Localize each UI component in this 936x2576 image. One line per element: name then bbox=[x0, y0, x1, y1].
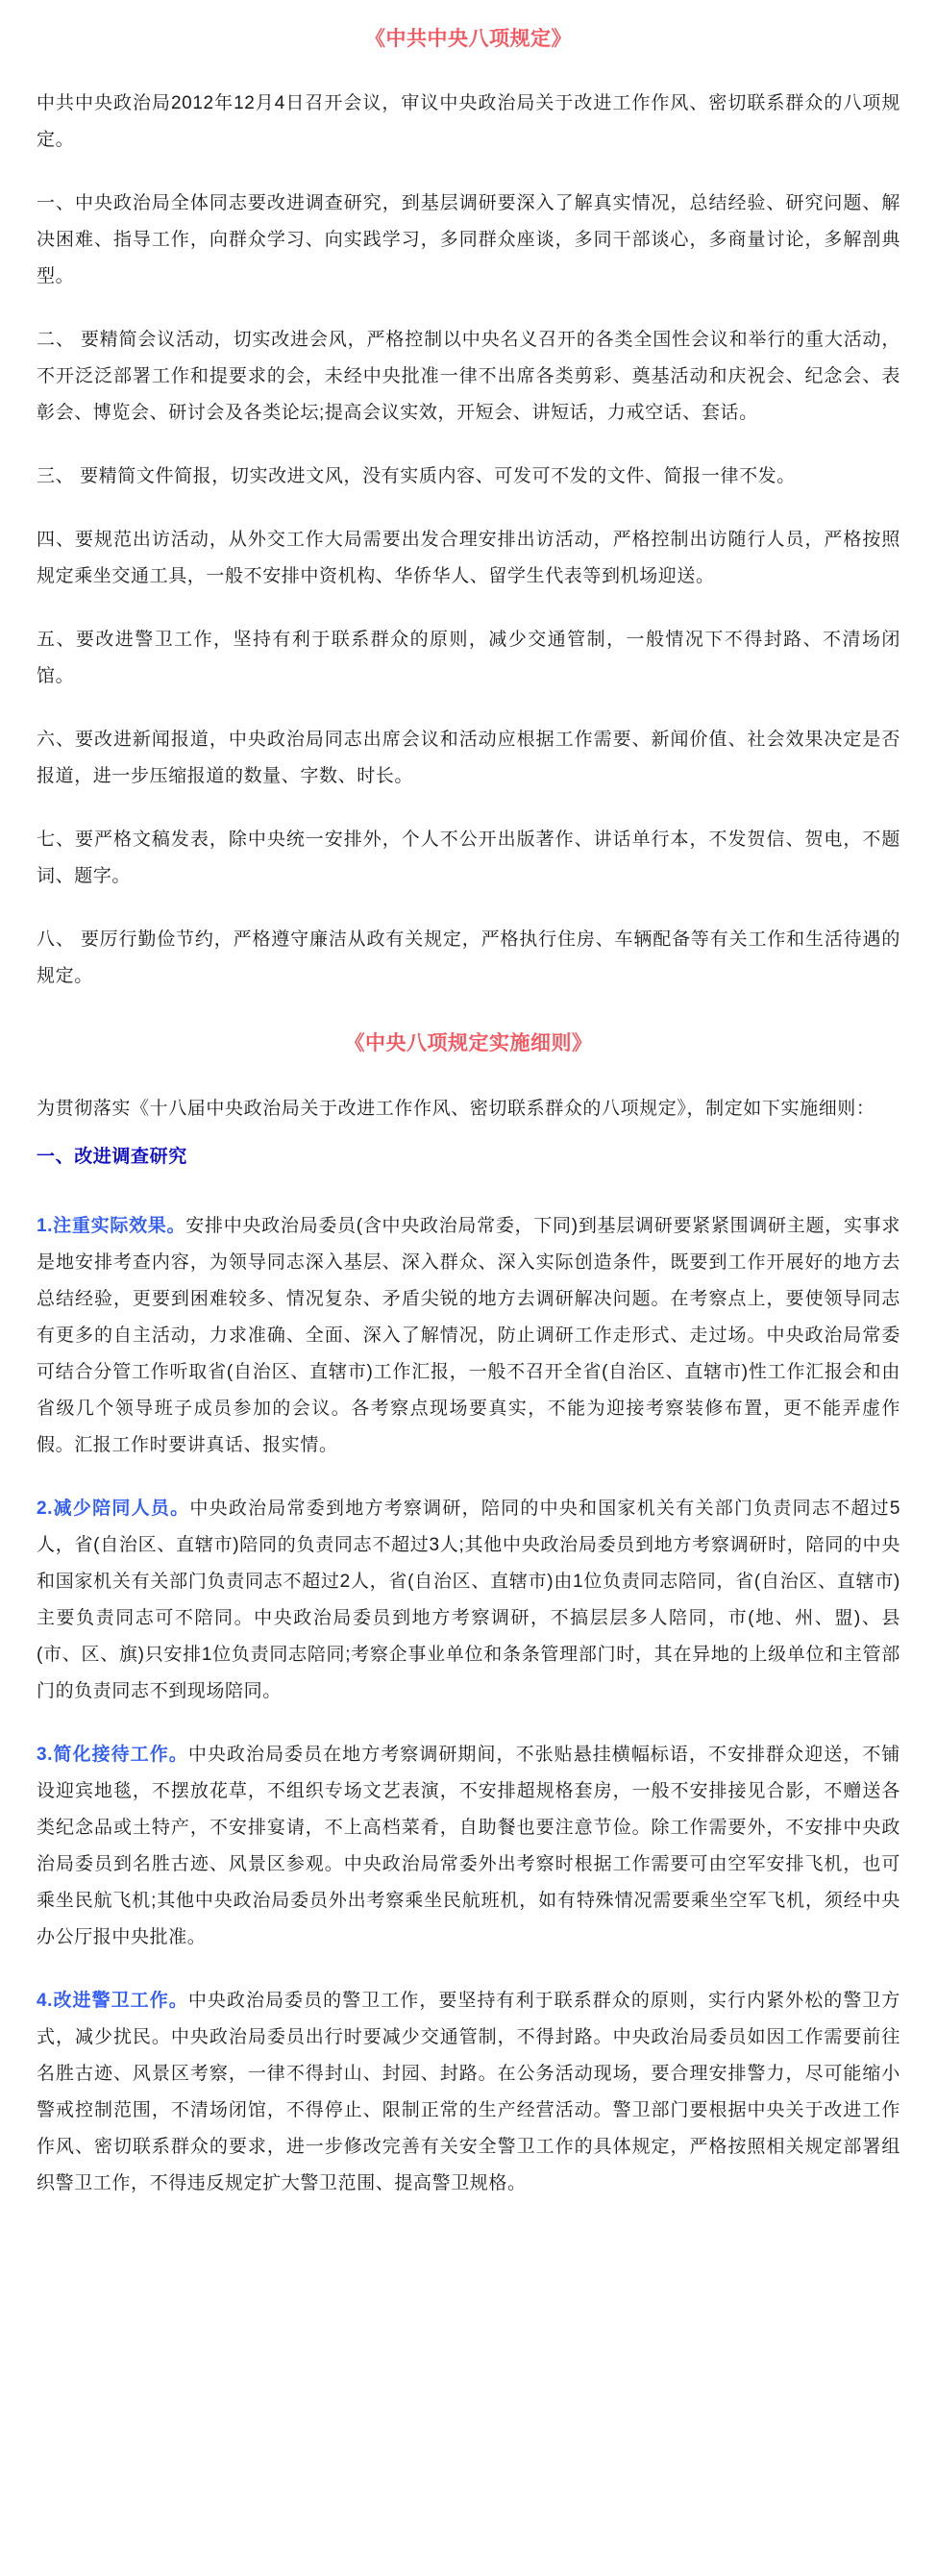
doc1-item-2: 二、 要精简会议活动，切实改进会风，严格控制以中央名义召开的各类全国性会议和举行的重大活动，不开泛泛部署工作和提要求的会，未经中央批准一律不出席各类剪彩、奠基活动和庆祝会、纪念会、表彰会、博览会、研讨会及各类论坛;提高会议实效，开短会、讲短话，力戒空话、套话。 bbox=[37, 330, 900, 424]
doc1-item-7: 七、要严格文稿发表，除中央统一安排外，个人不公开出版著作、讲话单行本，不发贺信、贺电，不题词、题字。 bbox=[37, 830, 900, 887]
doc1-item-3: 三、 要精简文件简报，切实改进文风，没有实质内容、可发可不发的文件、简报一律不发。 bbox=[37, 466, 796, 487]
rule-3-body: 中央政治局委员在地方考察调研期间，不张贴悬挂横幅标语，不安排群众迎送，不铺设迎宾地毯，不摆放花草，不组织专场文艺表演，不安排超规格套房，一般不安排接见合影，不赠送各类纪念品或土特产，不安排宴请，不上高档菜肴，自助餐也要注意节俭。除工作需要外，不安排中央政治局委员到名胜古迹、风景区参观。中央政治局常委外出考察时根据工作需要可由空军安排飞机，也可乘坐民航飞机;其他中央政治局委员外出考察乘坐民航班机，如有特殊情况需要乘坐空军飞机，须经中央办公厅报中央批准。 bbox=[37, 1744, 901, 1947]
rule-paragraph-4 bbox=[37, 1983, 900, 2202]
rule-4-lead: 4.改进警卫工作。 bbox=[37, 1990, 188, 2011]
rule-3-lead: 3.简化接待工作。 bbox=[37, 1744, 188, 1765]
doc1-intro: 中共中央政治局2012年12月4日召开会议，审议中央政治局关于改进工作作风、密切联系群众的八项规定。 bbox=[37, 93, 900, 151]
rule-paragraph-3 bbox=[37, 1737, 900, 1956]
doc2-section-heading: 一、改进调查研究 bbox=[37, 1146, 187, 1167]
rule-4-body: 中央政治局委员的警卫工作，要坚持有利于联系群众的原则，实行内紧外松的警卫方式，减少扰民。中央政治局委员出行时要减少交通管制，不得封路。中央政治局委员如因工作需要前往名胜古迹、风景区考察，一律不得封山、封园、封路。在公务活动现场，要合理安排警力，尽可能缩小警戒控制范围，不清场闭馆，不得停止、限制正常的生产经营活动。警卫部门要根据中央关于改进工作作风、密切联系群众的要求，进一步修改完善有关安全警卫工作的具体规定，严格按照相关规定部署组织警卫工作，不得违反规定扩大警卫范围、提高警卫规格。 bbox=[37, 1990, 901, 2193]
rule-1-body: 安排中央政治局委员(含中央政治局常委，下同)到基层调研要紧紧围调研主题，实事求是地安排考查内容，为领导同志深入基层、深入群众、深入实际创造条件，既要到工作开展好的地方去总结经验，更要到困难较多、情况复杂、矛盾尖锐的地方去调研解决问题。在考察点上，要使领导同志有更多的自主活动，力求准确、全面、深入了解情况，防止调研工作走形式、走过场。中央政治局常委可结合分管工作听取省(自治区、直辖市)工作汇报，一般不召开全省(自治区、直辖市)性工作汇报会和由省级几个领导班子成员参加的会议。各考察点现场要真实，不能为迎接考察装修布置，更不能弄虚作假。汇报工作时要讲真话、报实情。 bbox=[37, 1215, 901, 1455]
doc1-item-1: 一、中央政治局全体同志要改进调查研究，到基层调研要深入了解真实情况，总结经验、研究问题、解决困难、指导工作，向群众学习、向实践学习，多同群众座谈，多同干部谈心，多商量讨论，多解剖典型。 bbox=[37, 193, 900, 287]
rule-paragraph-2 bbox=[37, 1491, 900, 1710]
doc1-item-5: 五、要改进警卫工作，坚持有利于联系群众的原则，减少交通管制，一般情况下不得封路、不清场闭馆。 bbox=[37, 630, 900, 687]
doc2-intro: 为贯彻落实《十八届中央政治局关于改进工作作风、密切联系群众的八项规定》，制定如下实施细则： bbox=[37, 1098, 875, 1119]
doc1-item-4: 四、要规范出访活动，从外交工作大局需要出发合理安排出访活动，严格控制出访随行人员，严格按照规定乘坐交通工具，一般不安排中资机构、华侨华人、留学生代表等到机场迎送。 bbox=[37, 530, 900, 587]
rule-1-lead: 1.注重实际效果。 bbox=[37, 1215, 186, 1236]
doc2-title: 《中央八项规定实施细则》 bbox=[344, 1032, 593, 1055]
doc1-item-8: 八、 要厉行勤俭节约，严格遵守廉洁从政有关规定，严格执行住房、车辆配备等有关工作和生活待遇的规定。 bbox=[37, 929, 900, 987]
doc1-item-6: 六、要改进新闻报道，中央政治局同志出席会议和活动应根据工作需要、新闻价值、社会效果决定是否报道，进一步压缩报道的数量、字数、时长。 bbox=[37, 730, 900, 787]
rule-paragraph-1 bbox=[37, 1208, 900, 1464]
rule-2-body: 中央政治局常委到地方考察调研，陪同的中央和国家机关有关部门负责同志不超过5人，省(自治区、直辖市)陪同的负责同志不超过3人;其他中央政治局委员到地方考察调研时，陪同的中央和国家机关有关部门负责同志不超过2人，省(自治区、直辖市)由1位负责同志陪同，省(自治区、直辖市)主要负责同志可不陪同。中央政治局委员到地方考察调研，不搞层层多人陪同，市(地、州、盟)、县(市、区、旗)只安排1位负责同志陪同;考察企事业单位和条条管理部门时，其在异地的上级单位和主管部门的负责同志不到现场陪同。 bbox=[37, 1498, 900, 1701]
rule-2-lead: 2.减少陪同人员。 bbox=[37, 1498, 190, 1519]
doc1-title: 《中共中央八项规定》 bbox=[365, 28, 572, 50]
